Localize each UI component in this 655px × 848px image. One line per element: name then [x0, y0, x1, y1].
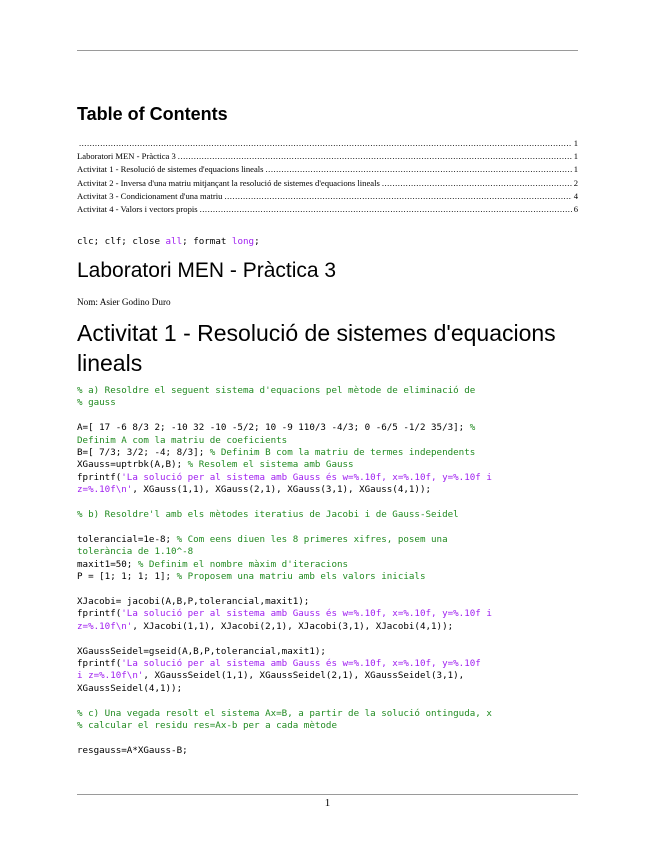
- toc-leader: [79, 137, 572, 150]
- toc-entry-label: Activitat 1 - Resolució de sistemes d'equacions lineals: [77, 164, 264, 175]
- toc-leader: [382, 177, 572, 190]
- header-rule: [77, 50, 578, 51]
- table-of-contents: [77, 137, 578, 216]
- toc-entry[interactable]: [77, 203, 578, 216]
- page-number: 1: [324, 797, 331, 809]
- toc-entry[interactable]: [77, 150, 578, 163]
- toc-leader: [200, 203, 572, 216]
- code-block-activity-1: % a) Resoldre el seguent sistema d'equacions pel mètode de eliminació de % gauss A=[ 17 -6 8/3 2; -10 32 -10 -5/2; 10 -9 110/3 -4/3; 0 -6/5 -1/2 35/3]; % Definim A com la matriu de coeficients B=[ 7/3; 3/2; -4; 8/3]; % Definim B com la matriu de termes independents XGauss=uptrbk(A,B); % Resolem el sistema amb Gauss fprintf('La solució per al sistema amb Gauss és w=%.10f, x=%.10f, y=%.10f i z=%.10f\n', XGauss(1,1), XGauss(2,1), XGauss(3,1), XGauss(4,1)); % b) Resoldre'l amb els mètodes iteratius de Jacobi i de Gauss-Seidel tolerancial=1e-8; % Com eens diuen les 8 primeres xifres, posem una tolerància de 1.10^-8 maxit1=50; % Definim el nombre màxim d'iteracions P = [1; 1; 1; 1]; % Proposem una matriu amb els valors inicials XJacobi= jacobi(A,B,P,tolerancial,maxit1); fprintf('La solució per al sistema amb Gauss és w=%.10f, x=%.10f, y=%.10f i z=%.10f\n', XJacobi(1,1), XJacobi(2,1), XJacobi(3,1), XJacobi(4,1)); XGaussSeidel=gseid(A,B,P,tolerancial,maxit1); fprintf('La solució per al sistema amb Gauss és w=%.10f, x=%.10f, y=%.10f i z=%.10f\n', XGaussSeidel(1,1), XGaussSeidel(2,1), XGaussSeidel(3,1), XGaussSeidel(4,1)); % c) Una vegada resolt el sistema Ax=B, a partir de la solució ontinguda, x % calcular el residu res=Ax-b per a cada mètode resgauss=A*XGauss-B;: [77, 385, 492, 756]
- toc-entry[interactable]: [77, 190, 578, 203]
- toc-entry-label: Laboratori MEN - Pràctica 3: [77, 151, 176, 162]
- toc-entry[interactable]: [77, 137, 578, 150]
- toc-entry-page: 1: [573, 151, 578, 162]
- setup-code: clc; clf; close all; format long;: [77, 236, 260, 247]
- toc-entry-page: 1: [573, 138, 578, 148]
- toc-entry-page: 2: [573, 177, 578, 188]
- toc-entry-page: 1: [573, 164, 578, 175]
- toc-entry-label: Activitat 4 - Valors i vectors propis: [77, 203, 198, 214]
- toc-entry-page: 6: [573, 203, 578, 214]
- toc-leader: [178, 150, 572, 163]
- toc-entry-label: Activitat 2 - Inversa d'una matriu mitjançant la resolució de sistemes d'equacions lineals: [77, 177, 380, 188]
- toc-title: Table of Contents: [77, 104, 228, 124]
- toc-leader: [224, 190, 571, 203]
- section-title-lab: Laboratori MEN - Pràctica 3: [77, 259, 337, 282]
- toc-entry-page: 4: [573, 190, 578, 201]
- toc-entry-label: Activitat 3 - Condicionament d'una matriu: [77, 190, 223, 201]
- section-title-activity-1: Activitat 1 - Resolució de sistemes d'equacions lineals: [77, 320, 556, 376]
- toc-entry[interactable]: [77, 177, 578, 190]
- toc-entry[interactable]: [77, 163, 578, 176]
- toc-leader: [266, 163, 572, 176]
- footer-rule: [77, 794, 578, 795]
- author-name: Nom: Asier Godino Duro: [77, 297, 171, 307]
